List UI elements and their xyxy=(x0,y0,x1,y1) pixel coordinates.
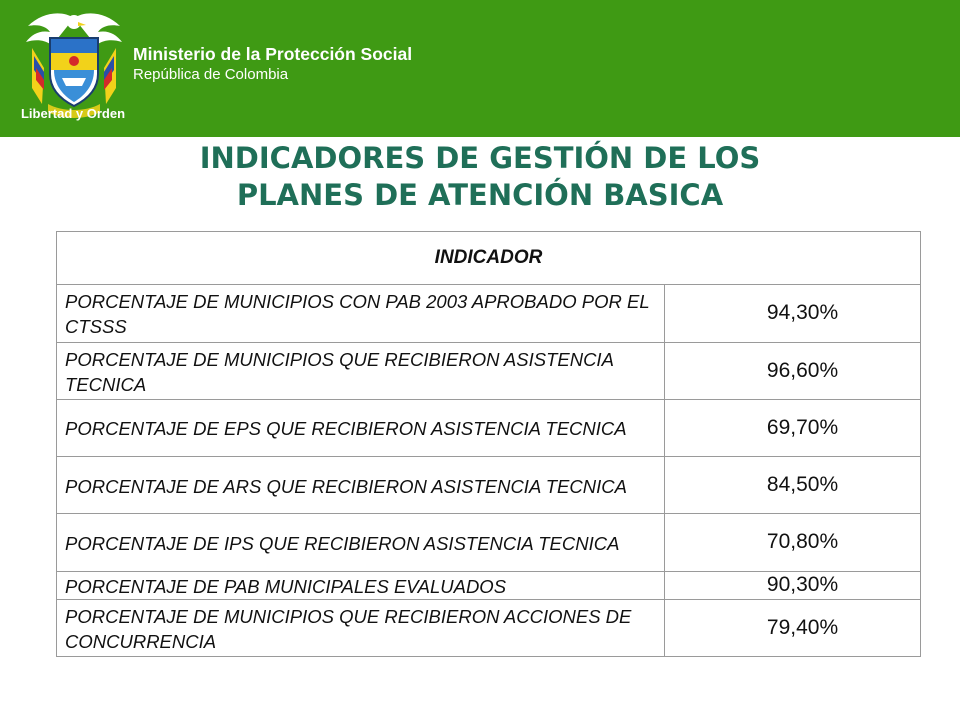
logo-motto: Libertad y Orden xyxy=(20,106,126,121)
table-row xyxy=(57,571,921,599)
value-cell: 94,30% xyxy=(665,285,921,342)
value-cell: 96,60% xyxy=(665,342,921,399)
value-cell: 69,70% xyxy=(665,399,921,456)
page-title xyxy=(0,140,960,214)
table-row xyxy=(57,342,921,399)
table-header: INDICADOR xyxy=(57,232,921,285)
table-row xyxy=(57,399,921,456)
indicator-cell: PORCENTAJE DE MUNICIPIOS QUE RECIBIERON ACCIONES DE CONCURRENCIA xyxy=(57,599,665,656)
ministry-block xyxy=(133,43,412,85)
indicators-table-wrapper xyxy=(56,231,920,657)
table-row xyxy=(57,285,921,342)
country-name: República de Colombia xyxy=(133,66,289,83)
value-cell: 70,80% xyxy=(665,514,921,571)
table-header-row xyxy=(57,232,921,285)
indicator-cell: PORCENTAJE DE EPS QUE RECIBIERON ASISTENCIA TECNICA xyxy=(57,399,665,456)
value-cell: 79,40% xyxy=(665,599,921,656)
table-row xyxy=(57,457,921,514)
ministry-name: Ministerio de la Protección Social xyxy=(133,44,413,64)
header-bar xyxy=(0,0,960,137)
indicator-cell: PORCENTAJE DE ARS QUE RECIBIERON ASISTENCIA TECNICA xyxy=(57,457,665,514)
table-row xyxy=(57,514,921,571)
title-line-2: PLANES DE ATENCIÓN BASICA xyxy=(236,178,724,212)
indicator-cell: PORCENTAJE DE MUNICIPIOS CON PAB 2003 APROBADO POR EL CTSSS xyxy=(57,285,665,342)
indicator-cell: PORCENTAJE DE MUNICIPIOS QUE RECIBIERON ASISTENCIA TECNICA xyxy=(57,342,665,399)
title-line-1: INDICADORES DE GESTIÓN DE LOS xyxy=(199,141,761,175)
table-row xyxy=(57,599,921,656)
value-cell: 90,30% xyxy=(665,571,921,599)
indicator-cell: PORCENTAJE DE PAB MUNICIPALES EVALUADOS xyxy=(57,571,665,599)
indicator-cell: PORCENTAJE DE IPS QUE RECIBIERON ASISTENCIA TECNICA xyxy=(57,514,665,571)
indicators-table xyxy=(56,231,921,657)
value-cell: 84,50% xyxy=(665,457,921,514)
